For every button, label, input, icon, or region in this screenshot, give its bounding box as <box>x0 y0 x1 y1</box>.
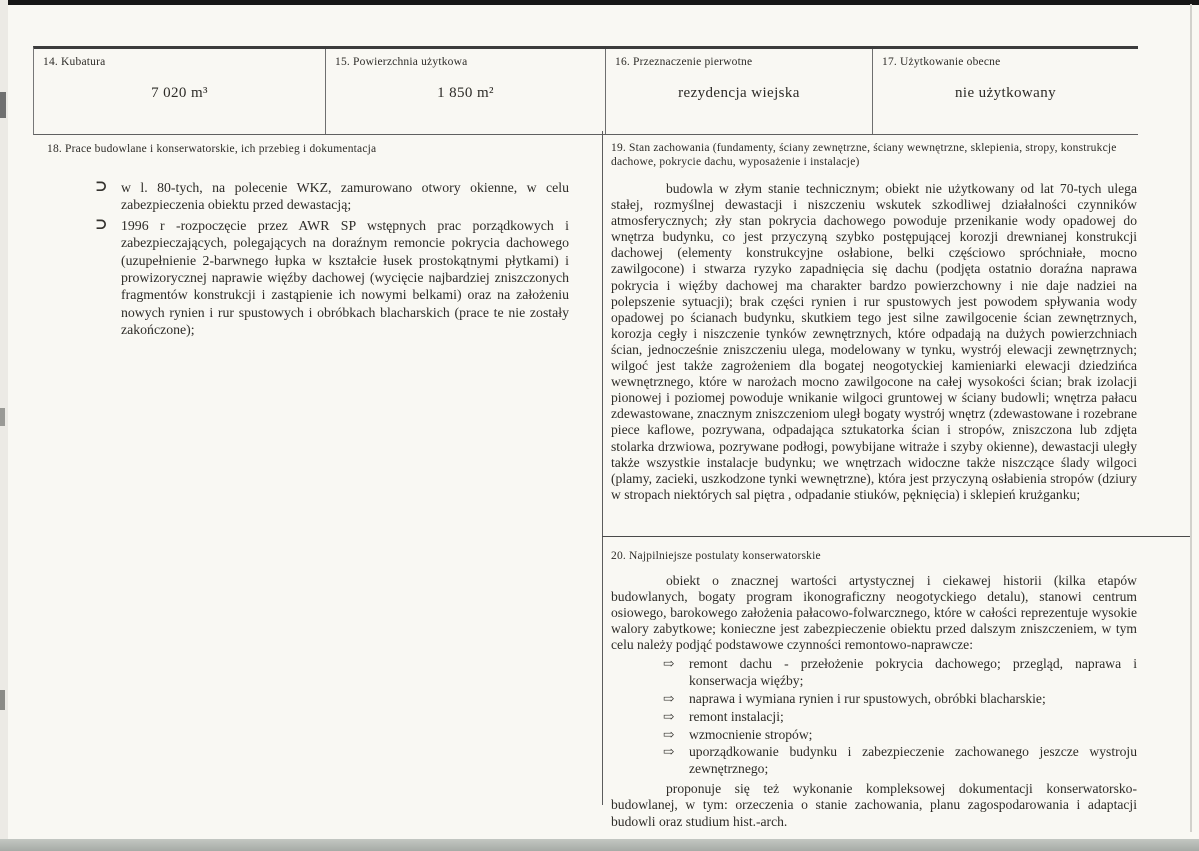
fields-row <box>33 46 1138 135</box>
list-item <box>663 691 1137 708</box>
list-item <box>663 709 1137 726</box>
field-kubatura <box>34 49 326 134</box>
list-item <box>663 727 1137 744</box>
field-label: 15. Powierzchnia użytkowa <box>335 56 468 68</box>
scan-speck <box>0 408 5 426</box>
list-item <box>95 217 569 339</box>
section-18-prace-budowlane <box>33 131 602 342</box>
curved-arrow-bullet-icon: ⊃ <box>95 179 108 195</box>
scan-speck <box>0 92 6 118</box>
list-item <box>663 656 1137 690</box>
scan-edge-top <box>8 0 1199 5</box>
section-20-intro-text: obiekt o znacznej wartości artystycznej i ciekawej historii (kilka etapów budowlanych, bogaty program ikonograficzny neogotyckiego detalu), stanowi centrum osiowego, barokowego założenia pałacowo-folwarcznego, które w całości reprezentuje wysokie walory zabytkowe; konieczne jest zabezpieczenie obiektu przed dalszym zniszczeniem, w tym celu należy podjąć podstawowe czynności remontowo-naprawcze: <box>611 573 1137 653</box>
list-item-text: remont dachu - przełożenie pokrycia dachowego; przegląd, naprawa i konserwacja więźby; <box>689 656 1137 689</box>
scan-edge-right <box>1190 4 1192 832</box>
right-arrow-bullet-icon: ⇨ <box>663 691 675 707</box>
list-item-text: remont instalacji; <box>689 708 784 724</box>
scan-edge-bottom <box>0 839 1199 851</box>
field-uzytkowanie-obecne <box>873 49 1138 134</box>
field-label: 16. Przeznaczenie pierwotne <box>615 56 753 68</box>
field-label: 17. Użytkowanie obecne <box>882 56 1001 68</box>
section-19-body-text: budowla w złym stanie technicznym; obiekt nie użytkowany od lat 70-tych ulega stałej, rozmyślnej dewastacji i niszczeniu wskutek szkodliwej działalności czynników atmosferycznych; zły stan pokrycia dachowego powoduje przenikanie wody opadowej do wnętrza budynku, co jest przyczyną szybko postępującej korozji drewnianej konstrukcji dachowej (elementy konstrukcyjne osłabione, belki częściowo spróchniałe, mocno zawilgocone) i stwarza ryzyko zapadnięcia się dachu (podjęta ostatnio doraźna naprawa pokrycia i więźby dachowej ma charakter bardzo powierzchowny i nie daje nadziei na polepszenie sytuacji); brak części rynien i rur spustowych jest powodem spływania wody opadowej po ścianach budynku, skutkiem tego jest silne zawilgocenie ścian zewnętrznych, korozja cegły i niszczenie tynków zewnętrznych, które odpadają na dużych powierzchniach ścian, jednocześnie zniszczeniu ulega, modelowany w tynku, wystrój elewacji zewnętrznych; wilgoć jest także zagrożeniem dla bogatej neogotyckiej kamieniarki elewacji dziedzińca wewnętrznego, które w narożach mocno zawilgocone na całej wysokości ścian; brak izolacji pionowej i poziomej powoduje wnikanie wilgoci gruntowej w ściany budowli; wnętrza pałacu zdewastowane, znacznym zniszczeniom uległ bogaty wystrój wnętrz (zdewastowane i rozebrane piece kaflowe, pozrywana, odpadająca sztukatorka ścian i stropów, zniszczona lub zdjęta stolarka drzwiowa, pozrywane podłogi, powybijane witraże i szyby okienne), dewastacji uległy także wszystkie instalacje budynku; we wnętrzach widoczne także niszczące ślady wilgoci (plamy, zacieki, uszkodzone tynki wewnętrzne), która jest przyczyną osłabienia stropów (dziury w stropach niektórych sal piętra , odpadanie stiuków, pęknięcia) i sklepień krużganku; <box>611 181 1137 502</box>
field-label: 14. Kubatura <box>43 56 106 68</box>
section-20-list <box>663 656 1137 778</box>
section-header: 18. Prace budowlane i konserwatorskie, ich przebieg i dokumentacja <box>47 143 377 155</box>
field-value: rezydencja wiejska <box>678 85 800 101</box>
curved-arrow-bullet-icon: ⊃ <box>95 216 108 233</box>
section-20-postulaty-konserwatorskie <box>603 540 1190 830</box>
section-divider-line <box>602 536 1190 537</box>
field-value: 1 850 m² <box>437 85 494 101</box>
right-arrow-bullet-icon: ⇨ <box>663 744 675 760</box>
list-item <box>663 744 1137 778</box>
scan-speck <box>0 690 5 710</box>
list-item-text: w l. 80-tych, na polecenie WKZ, zamurowano otwory okienne, w celu zabezpieczenia obiektu przed dewastacją; <box>121 180 569 213</box>
right-arrow-bullet-icon: ⇨ <box>663 656 675 672</box>
field-powierzchnia-uzytkowa <box>326 49 606 134</box>
section-19-stan-zachowania <box>603 131 1190 503</box>
field-przeznaczenie-pierwotne <box>606 49 873 134</box>
section-header: 19. Stan zachowania (fundamenty, ściany zewnętrzne, ściany wewnętrzne, sklepienia, stropy, konstrukcje dachowe, pokrycie dachu, wyposażenie i instalacje) <box>611 142 1117 168</box>
list-item-text: naprawa i wymiana rynien i rur spustowych, obróbki blacharskie; <box>689 691 1046 707</box>
field-value: nie użytkowany <box>955 85 1056 101</box>
list-item <box>95 179 569 214</box>
list-item-text: uporządkowanie budynku i zabezpieczenie zachowanego jeszcze wystroju zewnętrznego; <box>689 744 1137 777</box>
right-arrow-bullet-icon: ⇨ <box>663 726 675 742</box>
section-20-outro-text: proponuje się też wykonanie kompleksowej dokumentacji konserwatorsko-budowlanej, w tym: orzeczenia o stanie zachowania, planu zagospodarowania i adaptacji budowli oraz studium hist.-arch. <box>611 781 1137 829</box>
section-18-list <box>95 179 569 339</box>
right-arrow-bullet-icon: ⇨ <box>663 708 675 724</box>
list-item-text: wzmocnienie stropów; <box>689 726 813 742</box>
field-value: 7 020 m³ <box>151 85 208 101</box>
section-header: 20. Najpilniejsze postulaty konserwatorskie <box>611 550 821 562</box>
list-item-text: 1996 r -rozpoczęcie przez AWR SP wstępnych prac porządkowych i zabezpieczających, polegających na doraźnym remoncie pokrycia dachowego (uzupełnienie 2-barwnego łupka w kształcie łusek prostokątnymi płytkami) i prowizorycznej naprawie więźby dachowej (wycięcie najbardziej zniszczonych fragmentów konstrukcji i zastąpienie ich nowymi belkami) oraz na założeniu nowych rynien i rur spustowych i obróbkach blacharskich (prace te nie zostały zakończone); <box>121 217 569 338</box>
